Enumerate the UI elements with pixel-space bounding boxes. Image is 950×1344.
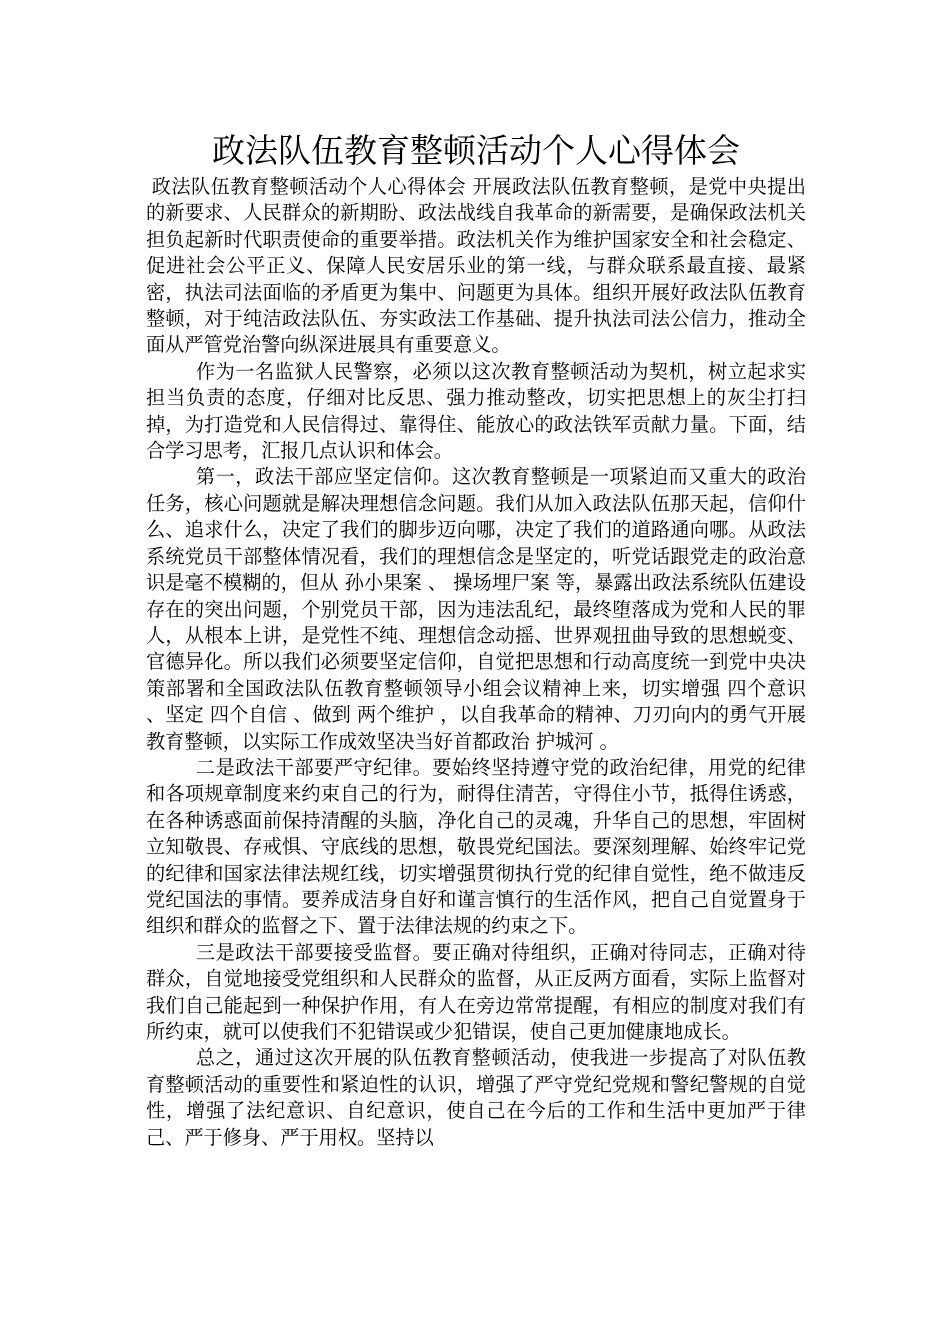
paragraph-discipline: 二是政法干部要严守纪律。要始终坚持遵守党的政治纪律，用党的纪律和各项规章制度来约束自己的行为，耐得住清苦，守得住小节，抵得住诱惑，在各种诱惑面前保持清醒的头脑，净化自己的灵魂，升华自己的思想，牢固树立知敬畏、存戒惧、守底线的思想，敬畏党纪国法。要深刻理解、始终牢记党的纪律和国家法律法规红线，切实增强贯彻执行党的纪律自觉性，绝不做违反党纪国法的事情。要养成洁身自好和谨言慎行的生活作风，把自己自觉置身于组织和群众的监督之下、置于法律法规的约束之下。 [146,755,806,938]
paragraph-supervision: 三是政法干部要接受监督。要正确对待组织，正确对待同志，正确对待群众，自觉地接受党组织和人民群众的监督，从正反两方面看，实际上监督对我们自己能起到一种保护作用，有人在旁边常常提醒，有相应的制度对我们有所约束，就可以使我们不犯错误或少犯错误，使自己更加健康地成长。 [146,940,806,1043]
paragraph-role: 作为一名监狱人民警察，必须以这次教育整顿活动为契机，树立起求实担当负责的态度，仔细对比反思、强力推动整改，切实把思想上的灰尘打扫掉，为打造党和人民信得过、靠得住、能放心的政法铁军贡献力量。下面，结合学习思考，汇报几点认识和体会。 [146,359,806,463]
paragraph-faith: 第一，政法干部应坚定信仰。这次教育整顿是一项紧迫而又重大的政治任务，核心问题就是解决理想信念问题。我们从加入政法队伍那天起，信仰什么、追求什么，决定了我们的脚步迈向哪，决定了我们的道路通向哪。从政法系统党员干部整体情况看，我们的理想信念是坚定的，听党话跟党走的政治意识是毫不模糊的，但从 孙小果案 、 操场埋尸案 等，暴露出政法系统队伍建设存在的突出问题，个别党员干部，因为违法乱纪，最终堕落成为党和人民的罪人，从根本上讲，是党性不纯、理想信念动摇、世界观扭曲导致的思想蜕变、官德异化。所以我们必须要坚定信仰，自觉把思想和行动高度统一到党中央决策部署和全国政法队伍教育整顿领导小组会议精神上来，切实增强 四个意识 、坚定 四个自信 、做到 两个维护 ，以自我革命的精神、刀刃向内的勇气开展教育整顿，以实际工作成效坚决当好首都政治 护城河 。 [146,465,806,753]
paragraph-intro: 政法队伍教育整顿活动个人心得体会 开展政法队伍教育整顿，是党中央提出的新要求、人民群众的新期盼、政法战线自我革命的新需要，是确保政法机关担负起新时代职责使命的重要举措。政法机关作为维护国家安全和社会稳定、促进社会公平正义、保障人民安居乐业的第一线，与群众联系最直接、最紧密，执法司法面临的矛盾更为集中、问题更为具体。组织开展好政法队伍教育整顿，对于纯洁政法队伍、夯实政法工作基础、提升执法司法公信力，推动全面从严管党治警向纵深进展具有重要意义。 [146,175,806,357]
document-page [146,128,806,1151]
paragraph-summary: 总之，通过这次开展的队伍教育整顿活动，使我进一步提高了对队伍教育整顿活动的重要性和紧迫性的认识，增强了严守党纪党规和警纪警规的自觉性，增强了法纪意识、自纪意识，使自己在今后的工作和生活中更加严于律己、严于修身、严于用权。坚持以 [146,1046,806,1149]
document-title: 政法队伍教育整顿活动个人心得体会 [212,131,740,170]
